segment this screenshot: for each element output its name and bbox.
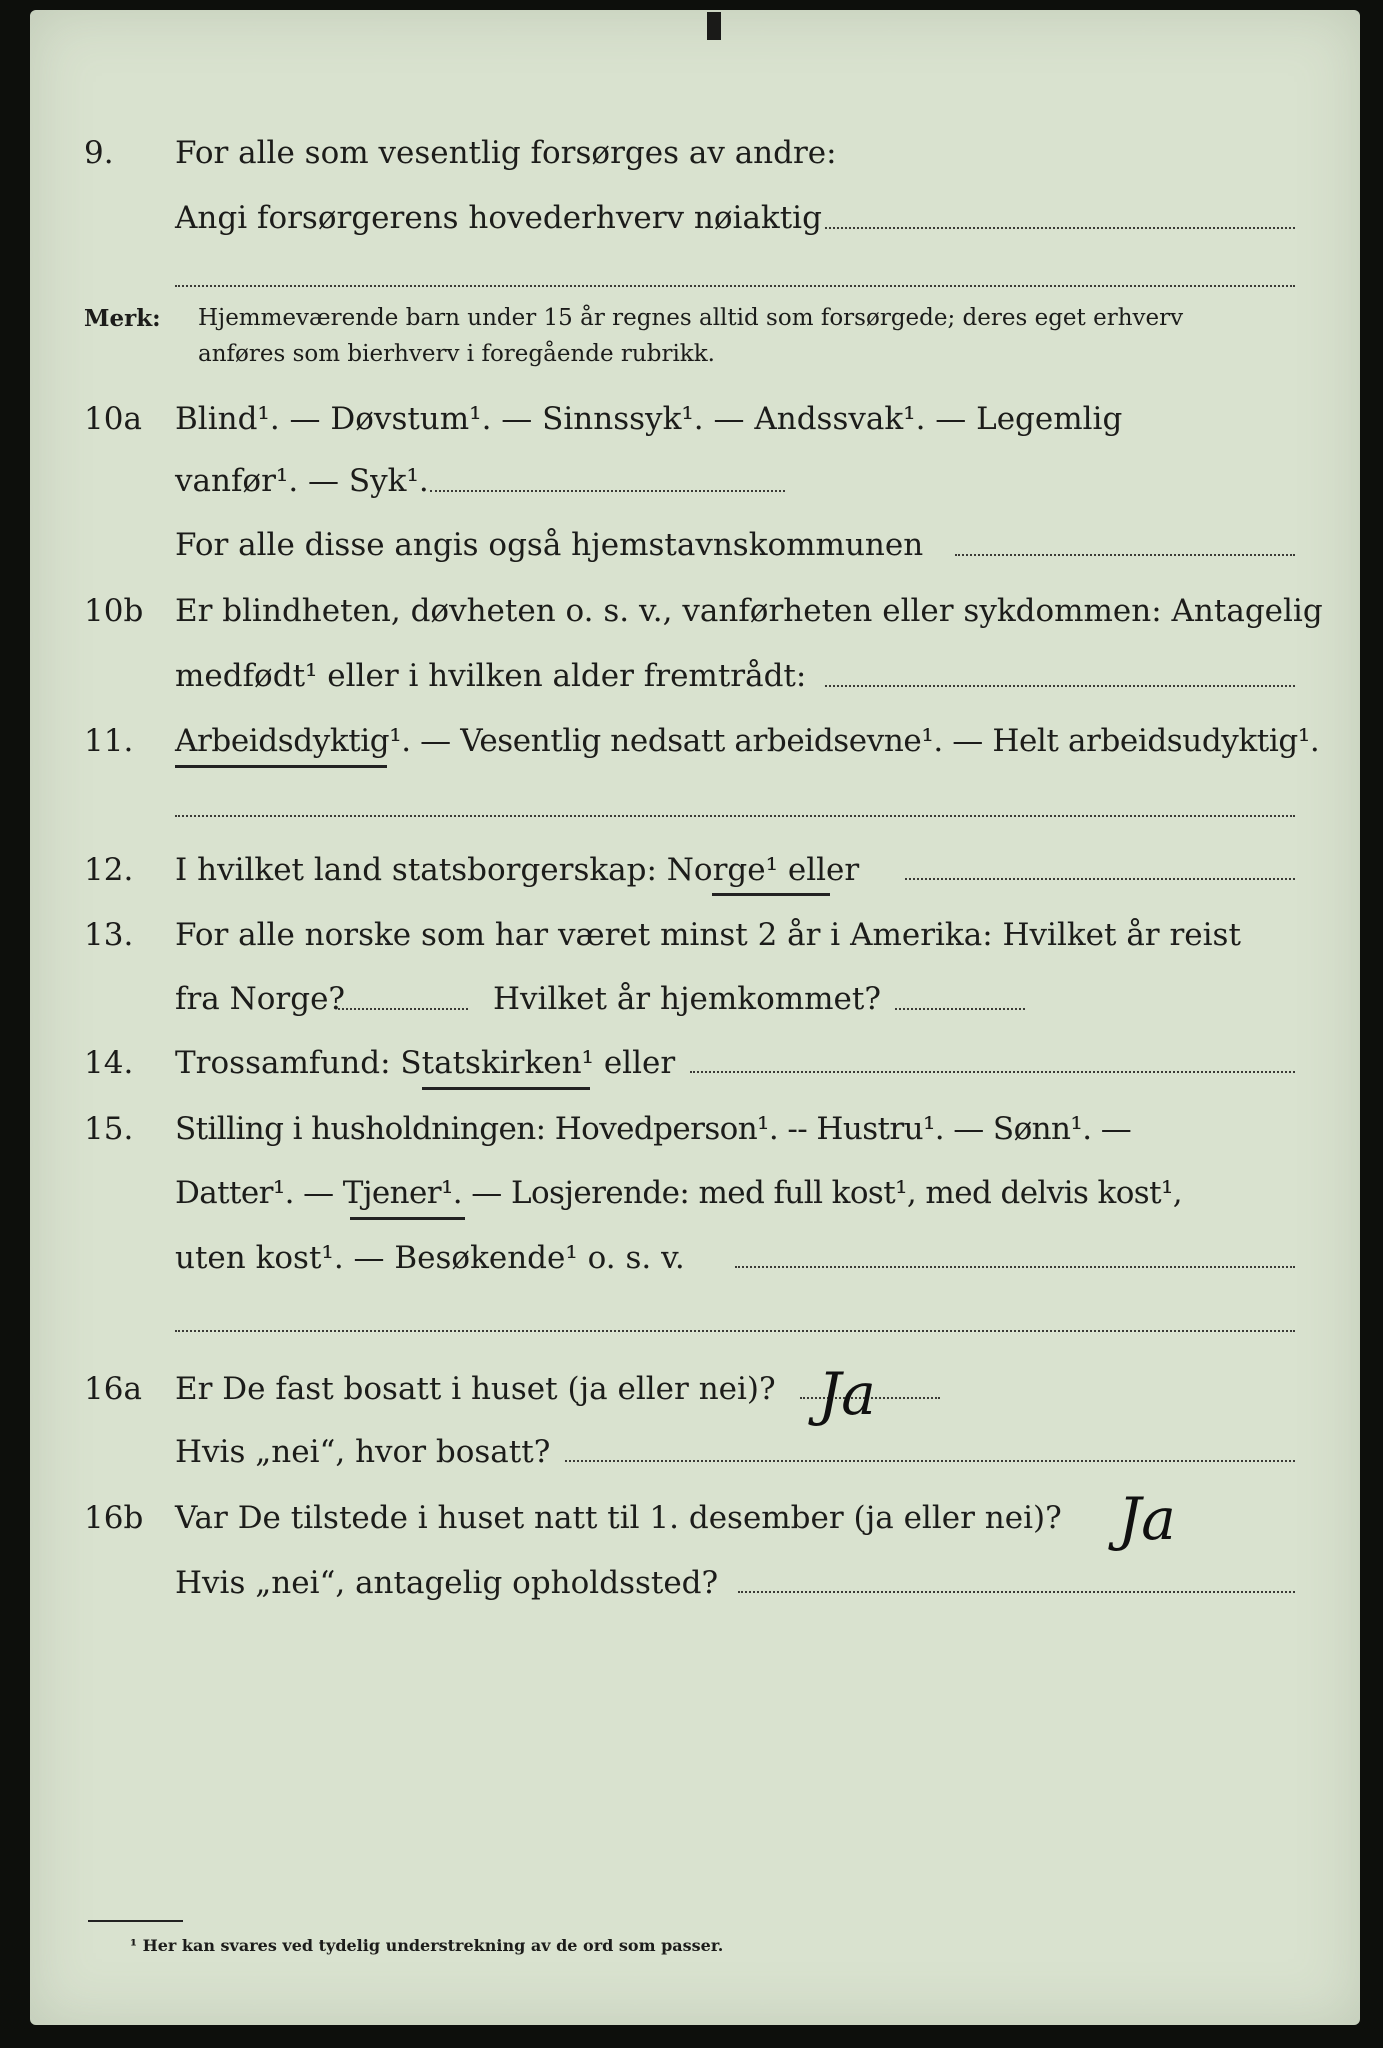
q15-number: 15. [84,1111,134,1147]
q9-number: 9. [84,135,114,171]
q16b-line2: Hvis „nei“, antagelig opholdssted? [175,1565,719,1601]
q14-underline-mark [422,1087,590,1090]
q16a-residence-answer-line[interactable] [565,1460,1295,1462]
q16a-line1: Er De fast bosatt i huset (ja eller nei)? [175,1371,776,1407]
q10a-sick-answer-line[interactable] [430,490,785,492]
merk-label: Merk: [84,305,161,332]
q15-answer-line-2[interactable] [175,1330,1295,1332]
q15-underline-mark [350,1217,465,1220]
binding-notch [707,12,721,40]
q11-number: 11. [84,723,134,759]
q10b-number: 10b [84,593,144,629]
q12-number: 12. [84,852,134,888]
q13-return-year-line[interactable] [895,1008,1025,1010]
q16a-number: 16a [84,1371,142,1407]
footnote-rule [88,1920,183,1922]
q16a-line2: Hvis „nei“, hvor bosatt? [175,1434,551,1470]
q11-line1: Arbeidsdyktig¹. — Vesentlig nedsatt arbeidsevne¹. — Helt arbeidsudyktig¹. [175,723,1320,759]
q13-line2a: fra Norge? [175,981,346,1017]
q14-line1: Trossamfund: Statskirken¹ eller [175,1045,676,1081]
q10a-municipality-answer-line[interactable] [955,554,1295,556]
q13-number: 13. [84,917,134,953]
q16b-number: 16b [84,1500,144,1536]
merk-line1: Hjemmeværende barn under 15 år regnes alltid som forsørgede; deres eget erhverv [198,305,1184,331]
q16b-line1: Var De tilstede i huset natt til 1. desember (ja eller nei)? [175,1500,1062,1536]
q15-line1: Stilling i husholdningen: Hovedperson¹. -- Hustru¹. — Sønn¹. — [175,1111,1132,1147]
q13-line2b: Hvilket år hjemkommet? [493,981,881,1017]
q13-line1: For alle norske som har været minst 2 år i Amerika: Hvilket år reist [175,917,1241,953]
footnote-text: ¹ Her kan svares ved tydelig understrekning av de ord som passer. [130,1936,724,1955]
q9-line2: Angi forsørgerens hovederhverv nøiaktig [175,200,822,236]
q14-number: 14. [84,1045,134,1081]
q15-answer-line[interactable] [735,1266,1295,1268]
q12-underline-mark [712,893,830,896]
q12-answer-line[interactable] [905,878,1295,880]
q15-line2: Datter¹. — Tjener¹. — Losjerende: med full kost¹, med delvis kost¹, [175,1175,1183,1211]
q10b-answer-line[interactable] [825,685,1295,687]
q15-line3: uten kost¹. — Besøkende¹ o. s. v. [175,1240,685,1276]
q10a-line2: vanfør¹. — Syk¹. [175,463,429,499]
q14-answer-line[interactable] [690,1071,1295,1073]
q13-departure-year-line[interactable] [338,1008,468,1010]
q12-line1: I hvilket land statsborgerskap: Norge¹ eller [175,852,860,888]
q11-answer-line[interactable] [175,815,1295,817]
merk-line2: anføres som bierhverv i foregående rubrikk. [198,341,715,367]
q10b-line2: medfødt¹ eller i hvilken alder fremtrådt: [175,658,807,694]
q16a-handwritten-answer: Ja [818,1360,876,1428]
q10b-line1: Er blindheten, døvheten o. s. v., vanførheten eller sykdommen: Antagelig [175,593,1323,629]
q9-answer-line[interactable] [825,227,1295,229]
q16b-handwritten-answer: Ja [1118,1485,1176,1553]
q10a-line1: Blind¹. — Døvstum¹. — Sinnssyk¹. — Andssvak¹. — Legemlig [175,401,1123,437]
q10a-number: 10a [84,401,142,437]
q9-answer-line-2[interactable] [175,285,1295,287]
q16b-stay-answer-line[interactable] [738,1591,1295,1593]
q9-line1: For alle som vesentlig forsørges av andre: [175,135,837,171]
q10a-line3: For alle disse angis også hjemstavnskommunen [175,527,924,563]
q11-underline-mark [175,765,387,768]
